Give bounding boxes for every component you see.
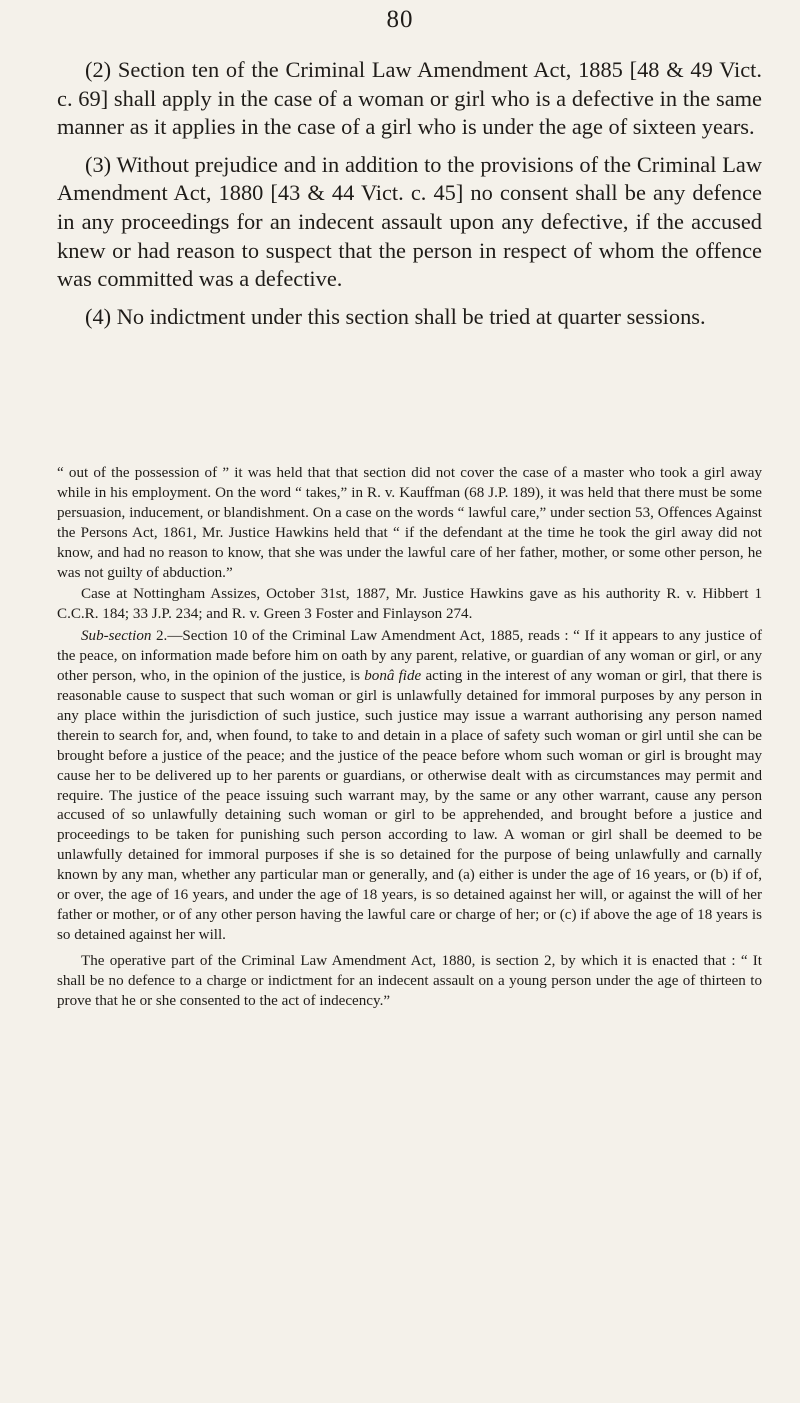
note-paragraph-operative-part: The operative part of the Criminal Law Amendment Act, 1880, is section 2, by which it is enacted that : “ It shall be no defence to a charge or indictment for an indecent assault on a young person under the age of thirteen to prove that he or she consented to the act of indecency.” (57, 952, 762, 1009)
bona-fide-italic: bonâ fide (364, 668, 422, 685)
page-number: 80 (386, 6, 414, 33)
subsection-text-b: acting in the interest of any woman or girl, that there is reasonable cause to suspect that such woman or girl is unlawfully detained for immoral purposes by any person in any place within the jurisdiction of such justice, such justice may issue a warrant authorising any person named therein to search for, and, when found, to take to and detain in a place of safety such woman or girl until she can be brought before a justice of the peace; and the justice of the peace before whom such woman or girl is brought may cause her to be delivered up to her parents or guardians, or otherwise dealt with as circumstances may permit and require. The justice of the peace issuing such warrant may, by the same or any other warrant, cause any person accused of so unlawfully detaining such woman or girl to be apprehended, and brought before a justice and proceedings to be taken for punishing such person according to law. A woman or girl shall be deemed to be unlawfully detained for immoral purposes if she is so detained for the purpose of being unlawfully and carnally known by any man, whether any particular man or generally, and (a) either is under the age of 16 years, or (b) if of, or over, the age of 16 years, and under the age of 18 years, is so detained against her will, or against the will of her father or mother, or of any other person having the lawful care or charge of her; or (c) if above the age of 18 years is so detained against her will. (57, 668, 762, 943)
commentary-notes (57, 464, 762, 1013)
subsection-3-paragraph: (3) Without prejudice and in addition to the provisions of the Criminal Law Amendment Act, 1880 [43 & 44 Vict. c. 45] no consent shall be any defence in any proceedings for an indecent assault upon any defective, if the accused knew or had reason to suspect that the person in respect of whom the offence was committed was a defective. (57, 151, 762, 292)
note-paragraph-possession: “ out of the possession of ” it was held that that section did not cover the case of a master who took a girl away while in his employment. On the word “ takes,” in R. v. Kauffman (68 J.P. 189), it was held that there must be some persuasion, inducement, or blandishment. On a case on the words “ lawful care,” under section 53, Offences Against the Persons Act, 1861, Mr. Justice Hawkins held that “ if the defendant at the time he took the girl away did not know, and had no reason to know, that she was under the lawful care of her father, mother, or some other person, he was not guilty of abduction.” (57, 465, 762, 581)
statute-text (57, 56, 762, 340)
subsection-text-a: 2.—Section 10 of the Criminal Law Amendment Act, 1885, reads : “ If it appears to any justice of the peace, on information made before him on oath by any parent, relative, or guardian of any woman or girl, or any other person, who, in the opinion of the justice, is (57, 628, 762, 685)
subsection-heading: Sub-section (81, 628, 152, 645)
subsection-2-paragraph: (2) Section ten of the Criminal Law Amendment Act, 1885 [48 & 49 Vict. c. 69] shall apply in the case of a woman or girl who is a defective in the same manner as it applies in the case of a girl who is under the age of sixteen years. (57, 57, 762, 140)
subsection-4-paragraph: (4) No indictment under this section shall be tried at quarter sessions. (85, 303, 706, 329)
note-paragraph-nottingham: Case at Nottingham Assizes, October 31st, 1887, Mr. Justice Hawkins gave as his authority R. v. Hibbert 1 C.C.R. 184; 33 J.P. 234; and R. v. Green 3 Foster and Finlayson 274. (57, 586, 762, 623)
note-paragraph-subsection-2 (57, 627, 762, 946)
